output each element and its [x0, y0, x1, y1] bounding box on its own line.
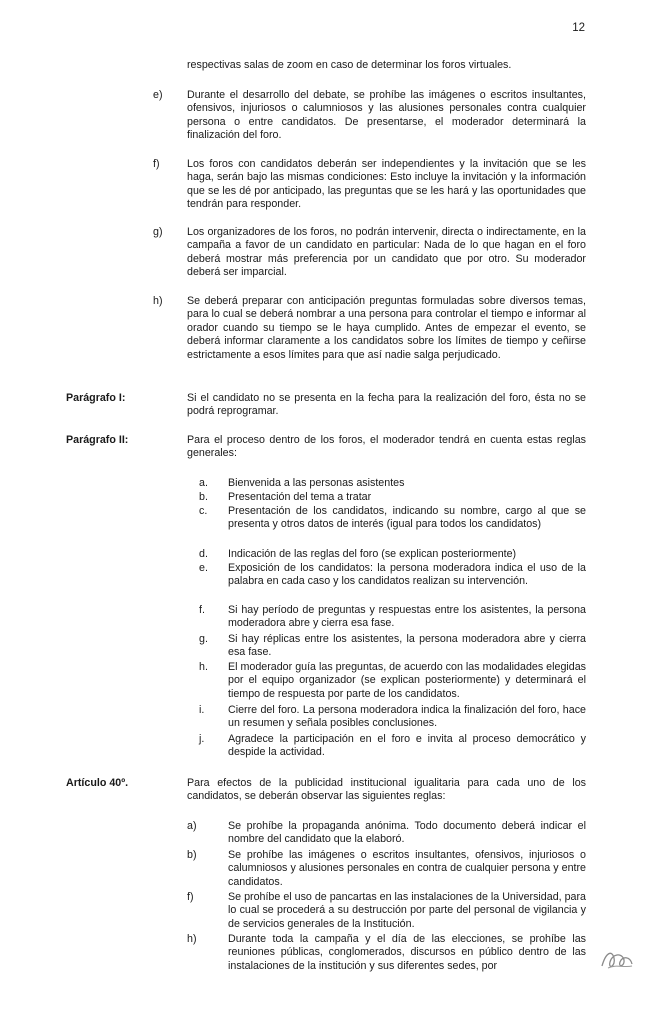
page-number: 12: [572, 22, 585, 34]
paragrafo-1-text: Si el candidato no se presenta en la fecha para la realización del foro, ésta no se podrá reprogramar.: [187, 392, 586, 418]
paragrafo-1-heading: Parágrafo I:: [66, 392, 126, 404]
subitem-text: Si hay réplicas entre los asistentes, la persona moderadora abre y cierra esa fase.: [228, 633, 586, 659]
subitem-text: Indicación de las reglas del foro (se explican posteriormente): [228, 548, 517, 560]
subitem-letter: i.: [199, 704, 205, 716]
subitem-text: El moderador guía las preguntas, de acuerdo con las modalidades elegidas por el equipo organizador (se explican posteriormente) y determinará el tiempo de respuesta por parte de los candidatos.: [228, 661, 586, 700]
subitem-letter: c.: [199, 505, 208, 517]
item-text: Se deberá preparar con anticipación preguntas formuladas sobre diversos temas, para lo cual se deberá nombrar a una persona para controlar el tiempo e informar al orador cuando su tiempo se le haya cumplido. Antes de empezar el evento, se deberá informar claramente a los candidatos sobre los límites de tiempo y ceñirse estrictamente a esos límites para que así nadie salga perjudicado.: [187, 295, 586, 361]
subitem-letter: b.: [199, 491, 208, 503]
paragrafo-2-text: Para el proceso dentro de los foros, el moderador tendrá en cuenta estas reglas generales:: [187, 434, 586, 460]
rule-letter: f): [187, 891, 194, 903]
item-text: Los foros con candidatos deberán ser independientes y la invitación que se les haga, serán bajo las mismas condiciones: Esto incluye la invitación y la información que se les dé por anticipado, las preguntas que se les hará y las oportunidades que tendrán para responder.: [187, 158, 586, 211]
signature-mark: [598, 946, 636, 974]
rule-text: Se prohíbe la propaganda anónima. Todo documento deberá indicar el nombre del candidato que la elaboró.: [228, 820, 586, 846]
rule-text: Se prohíbe el uso de pancartas en las instalaciones de la Universidad, para lo cual se procederá a su destrucción por parte del personal de vigilancia y de servicios generales de la Institución.: [228, 891, 586, 930]
item-letter: f): [153, 158, 160, 170]
item-text: Los organizadores de los foros, no podrán intervenir, directa o indirectamente, en la campaña a favor de un candidato en particular: Nada de lo que hagan en el foro deberá mostrar más preferencia por un candidato que por otro. Su moderador deberá ser imparcial.: [187, 226, 586, 279]
item-text: Durante el desarrollo del debate, se prohíbe las imágenes o escritos insultantes, ofensivos, injuriosos o calumniosos y las alusiones personales contra cualquier persona o entre candidatos. De presentarse, el moderador determinará la finalización del foro.: [187, 89, 586, 142]
rule-text: Se prohíbe las imágenes o escritos insultantes, ofensivos, injuriosos o calumniosos y alusiones personales en contra de cualquier persona y entre candidatos.: [228, 849, 586, 888]
articulo-40-heading: Artículo 40º.: [66, 777, 129, 789]
subitem-text: Si hay período de preguntas y respuestas entre los asistentes, la persona moderadora abre y cierra esa fase.: [228, 604, 586, 630]
rule-letter: a): [187, 820, 197, 832]
subitem-text: Exposición de los candidatos: la persona moderadora indica el uso de la palabra en cada caso y los candidatos realizan su intervención.: [228, 562, 586, 588]
subitem-letter: d.: [199, 548, 208, 560]
continuation-text: respectivas salas de zoom en caso de determinar los foros virtuales.: [187, 59, 512, 71]
subitem-text: Bienvenida a las personas asistentes: [228, 477, 405, 489]
item-letter: e): [153, 89, 163, 101]
rule-letter: b): [187, 849, 197, 861]
rule-letter: h): [187, 933, 197, 945]
paragrafo-2-heading: Parágrafo II:: [66, 434, 129, 446]
item-letter: g): [153, 226, 163, 238]
item-letter: h): [153, 295, 163, 307]
subitem-text: Cierre del foro. La persona moderadora indica la finalización del foro, hace un resumen y señala posibles conclusiones.: [228, 704, 586, 730]
rule-text: Durante toda la campaña y el día de las elecciones, se prohíbe las reuniones públicas, conglomerados, discursos en público dentro de las instalaciones de la institución y sus diferentes sedes, por: [228, 933, 586, 972]
subitem-letter: f.: [199, 604, 205, 616]
subitem-text: Presentación del tema a tratar: [228, 491, 372, 503]
subitem-text: Presentación de los candidatos, indicando su nombre, cargo al que se presenta y otros datos de interés (igual para todos los candidatos): [228, 505, 586, 531]
subitem-letter: j.: [199, 733, 205, 745]
subitem-text: Agradece la participación en el foro e invita al proceso democrático y despide la actividad.: [228, 733, 586, 759]
articulo-40-text: Para efectos de la publicidad institucional igualitaria para cada uno de los candidatos, se deberán observar las siguientes reglas:: [187, 777, 586, 803]
subitem-letter: e.: [199, 562, 208, 574]
subitem-letter: h.: [199, 661, 208, 673]
subitem-letter: g.: [199, 633, 208, 645]
subitem-letter: a.: [199, 477, 208, 489]
